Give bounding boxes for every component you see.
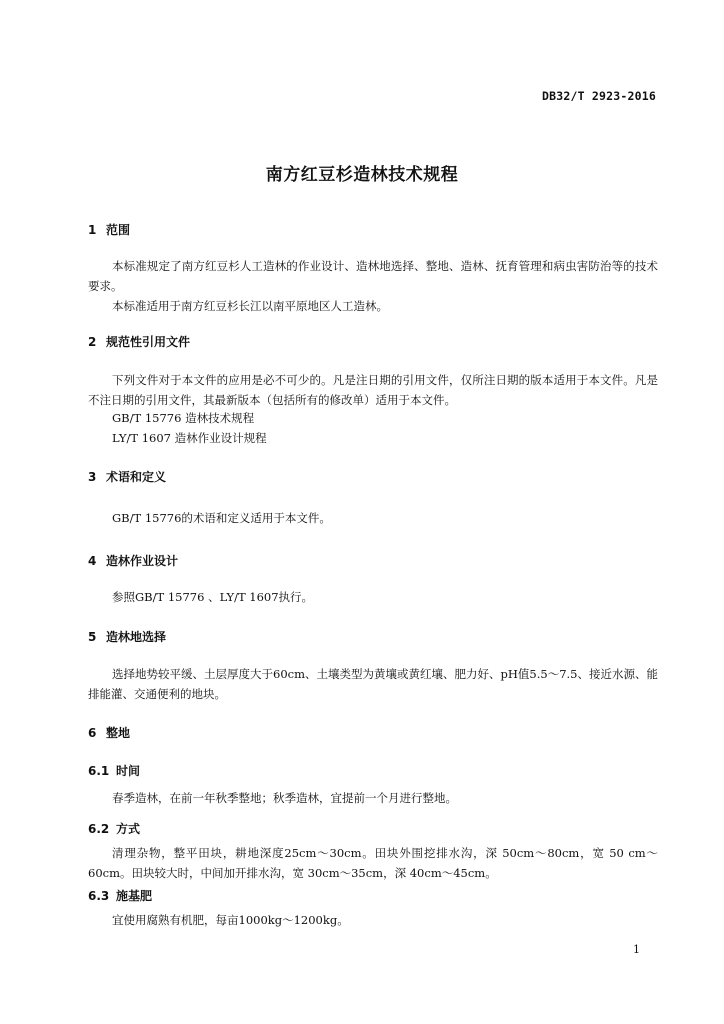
section-title: 规范性引用文件 [106, 335, 191, 349]
section-heading-1 [88, 221, 658, 238]
section-title: 范围 [106, 223, 131, 237]
subsection-heading-6-1 [88, 762, 658, 779]
subsection-heading-6-2 [88, 820, 658, 837]
page-number: 1 [633, 943, 640, 956]
section-number: 1 [88, 223, 97, 237]
paragraph: 清理杂物，整平田块，耕地深度25cm～30cm。田块外围挖排水沟，深 50cm～80cm，宽 50 cm～60cm。田块较大时，中间加开排水沟，宽 30cm～35cm，深 40cm～45cm。 [88, 846, 658, 880]
section-number: 6 [88, 726, 97, 740]
paragraph: 下列文件对于本文件的应用是必不可少的。凡是注日期的引用文件，仅所注日期的版本适用于本文件。凡是不注日期的引用文件，其最新版本（包括所有的修改单）适用于本文件。 [88, 373, 658, 407]
reference-item: GB/T 15776 造林技术规程 [112, 411, 255, 425]
section-heading-4 [88, 552, 658, 569]
paragraph: 本标准适用于南方红豆杉长江以南平原地区人工造林。 [112, 299, 388, 313]
subsection-title: 施基肥 [116, 889, 153, 903]
section-heading-6 [88, 724, 658, 741]
paragraph: 本标准规定了南方红豆杉人工造林的作业设计、造林地选择、整地、造林、抚育管理和病虫害防治等的技术要求。 [88, 259, 658, 293]
subsection-number: 6.2 [88, 822, 110, 836]
subsection-title: 方式 [116, 822, 141, 836]
section-title: 术语和定义 [106, 470, 167, 484]
subsection-number: 6.1 [88, 764, 110, 778]
section-title: 造林地选择 [106, 630, 167, 644]
section-number: 3 [88, 470, 97, 484]
section-number: 5 [88, 630, 97, 644]
section-heading-5 [88, 628, 658, 645]
subsection-number: 6.3 [88, 889, 110, 903]
document-title: 南方红豆杉造林技术规程 [265, 165, 459, 185]
section-heading-3 [88, 468, 658, 485]
section-number: 4 [88, 554, 97, 568]
section-title: 整地 [106, 726, 131, 740]
paragraph: 宜使用腐熟有机肥，每亩1000kg～1200kg。 [112, 913, 349, 927]
reference-item: LY/T 1607 造林作业设计规程 [112, 431, 267, 445]
paragraph: 春季造林，在前一年秋季整地；秋季造林，宜提前一个月进行整地。 [112, 791, 457, 805]
section-number: 2 [88, 335, 97, 349]
section-title: 造林作业设计 [106, 554, 179, 568]
subsection-heading-6-3 [88, 887, 658, 904]
paragraph: 选择地势较平缓、土层厚度大于60cm、土壤类型为黄壤或黄红壤、肥力好、pH值5.5～7.5、接近水源、能排能灌、交通便利的地块。 [88, 667, 658, 701]
paragraph: GB/T 15776的术语和定义适用于本文件。 [112, 511, 331, 525]
subsection-title: 时间 [116, 764, 141, 778]
section-heading-2 [88, 333, 658, 350]
paragraph: 参照GB/T 15776 、LY/T 1607执行。 [112, 590, 314, 604]
standard-code: DB32/T 2923-2016 [542, 89, 656, 103]
